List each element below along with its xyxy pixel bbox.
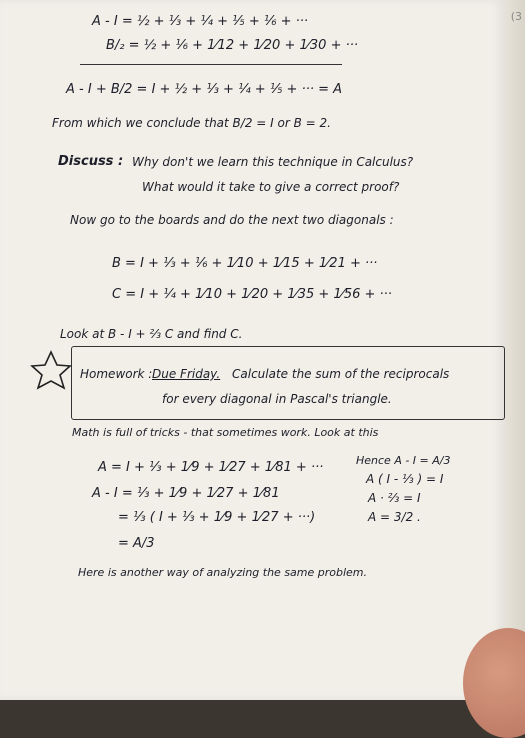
homework-box bbox=[71, 346, 505, 420]
hence-line4: A = 3/2 . bbox=[368, 510, 421, 524]
homework-due: Due Friday. bbox=[152, 367, 220, 381]
homework-task-2: for every diagonal in Pascal's triangle. bbox=[162, 392, 392, 406]
look-at-text: Look at B - I + ⅔ C and find C. bbox=[60, 327, 242, 341]
hence-line2: A ( I - ⅓ ) = I bbox=[366, 472, 443, 486]
tricks-eq4: = A/3 bbox=[118, 536, 155, 551]
footer-note: Here is another way of analyzing the same problem. bbox=[78, 566, 367, 579]
star-icon bbox=[30, 350, 72, 390]
tricks-eq2: A - I = ⅓ + 1⁄9 + 1⁄27 + 1⁄81 bbox=[92, 486, 280, 501]
boards-intro: Now go to the boards and do the next two diagonals : bbox=[70, 213, 394, 227]
conclusion-text: From which we conclude that B/2 = I or B = 2. bbox=[52, 116, 331, 130]
homework-label: Homework : bbox=[80, 367, 152, 381]
tricks-intro: Math is full of tricks - that sometimes work. Look at this bbox=[72, 426, 378, 439]
hence-line3: A · ⅔ = I bbox=[368, 491, 421, 505]
discuss-question: Why don't we learn this technique in Calculus? bbox=[132, 155, 413, 169]
series-line-sum: A - I + B/2 = I + ½ + ⅓ + ¼ + ⅕ + ··· = A bbox=[66, 82, 342, 97]
series-line-a: A - I = ½ + ⅓ + ¼ + ⅕ + ⅙ + ··· bbox=[92, 14, 308, 29]
discuss-proof: What would it take to give a correct proof? bbox=[142, 180, 399, 194]
tricks-eq1: A = I + ⅓ + 1⁄9 + 1⁄27 + 1⁄81 + ··· bbox=[98, 460, 323, 475]
hence-line1: Hence A - I = A/3 bbox=[356, 454, 451, 467]
discuss-label: Discuss : bbox=[58, 154, 123, 169]
next-page-edge bbox=[505, 0, 525, 700]
divider-rule bbox=[80, 64, 342, 65]
series-b: B = I + ⅓ + ⅙ + 1⁄10 + 1⁄15 + 1⁄21 + ··· bbox=[112, 256, 377, 271]
edge-mark: (3 bbox=[511, 10, 522, 23]
homework-task: Calculate the sum of the reciprocals bbox=[232, 367, 449, 381]
series-line-b: B/₂ = ½ + ⅙ + 1⁄12 + 1⁄20 + 1⁄30 + ··· bbox=[106, 38, 358, 53]
tricks-eq3: = ⅓ ( I + ⅓ + 1⁄9 + 1⁄27 + ···) bbox=[118, 510, 315, 525]
series-c: C = I + ¼ + 1⁄10 + 1⁄20 + 1⁄35 + 1⁄56 + ··· bbox=[112, 287, 392, 302]
